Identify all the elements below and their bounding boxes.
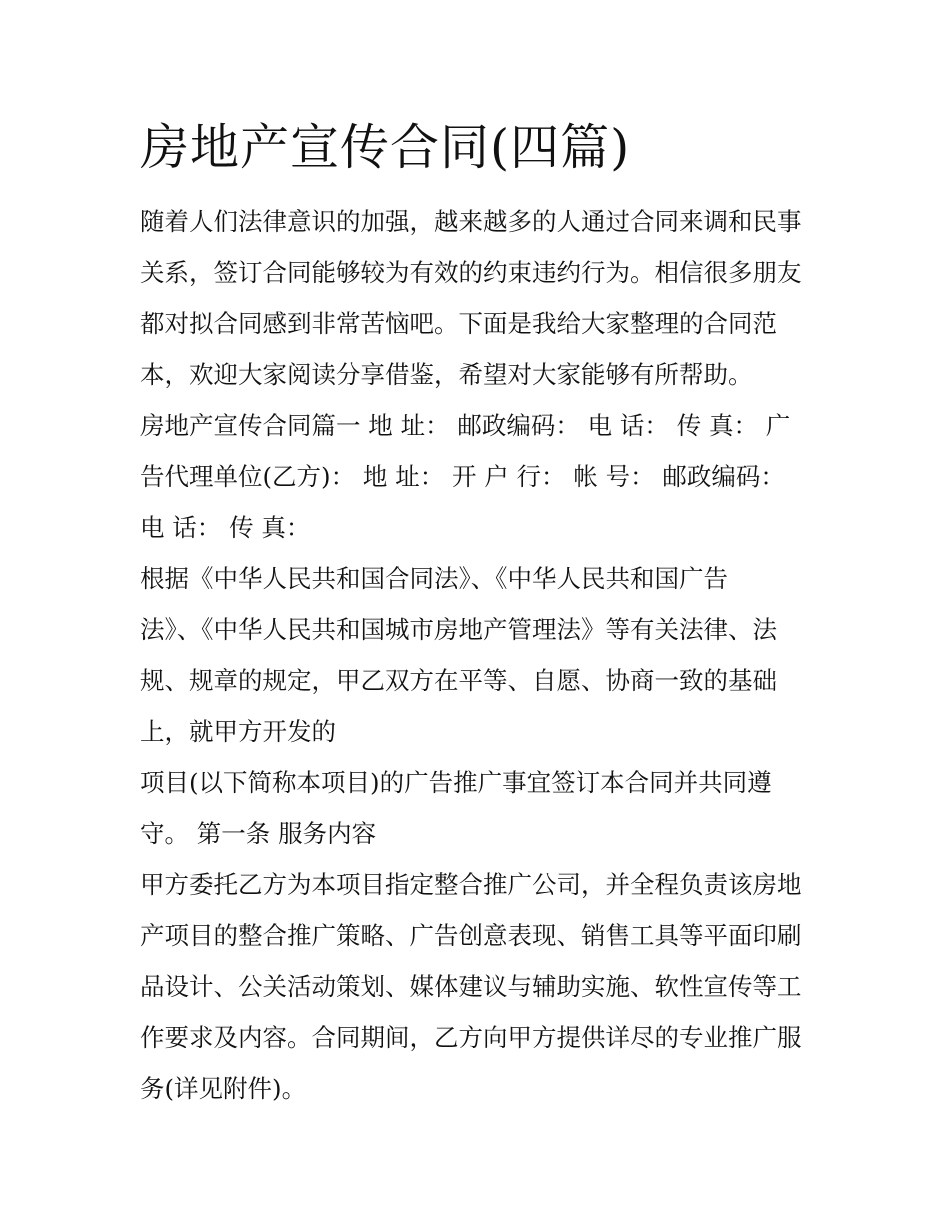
text-line: 项目(以下简称本项目)的广告推广事宜签订本合同并共同遵 — [140, 768, 772, 797]
text-line: 甲方委托乙方为本项目指定整合推广公司，并全程负责该房地 — [140, 870, 802, 899]
text-line: 务(详见附件)。 — [140, 1074, 307, 1103]
text-line: 本，欢迎大家阅读分享借鉴，希望对大家能够有所帮助。 — [140, 360, 753, 389]
text-line: 随着人们法律意识的加强，越来越多的人通过合同来调和民事 — [140, 207, 802, 236]
text-line: 电 话： 传 真： — [140, 513, 311, 542]
text-line: 品设计、公关活动策划、媒体建议与辅助实施、软性宣传等工 — [140, 972, 802, 1001]
text-line: 上，就甲方开发的 — [140, 717, 336, 746]
text-line: 关系，签订合同能够较为有效的约束违约行为。相信很多朋友 — [140, 258, 802, 287]
text-line: 法》、《中华人民共和国城市房地产管理法》等有关法律、法 — [140, 615, 777, 644]
text-line: 根据《中华人民共和国合同法》、《中华人民共和国广告 — [140, 564, 728, 593]
text-line: 告代理单位(乙方)： 地 址： 开 户 行： 帐 号： 邮政编码： — [140, 462, 785, 491]
text-line: 规、规章的规定，甲乙双方在平等、自愿、协商一致的基础 — [140, 666, 777, 695]
text-line: 产项目的整合推广策略、广告创意表现、销售工具等平面印刷 — [140, 921, 802, 950]
text-line: 作要求及内容。合同期间，乙方向甲方提供详尽的专业推广服 — [140, 1023, 802, 1052]
text-line: 守。 第一条 服务内容 — [140, 819, 377, 848]
document-title: 房地产宣传合同(四篇) — [140, 119, 631, 176]
text-line: 都对拟合同感到非常苦恼吧。下面是我给大家整理的合同范 — [140, 309, 777, 338]
text-line: 房地产宣传合同篇一 地 址： 邮政编码： 电 话： 传 真： 广 — [140, 411, 791, 440]
